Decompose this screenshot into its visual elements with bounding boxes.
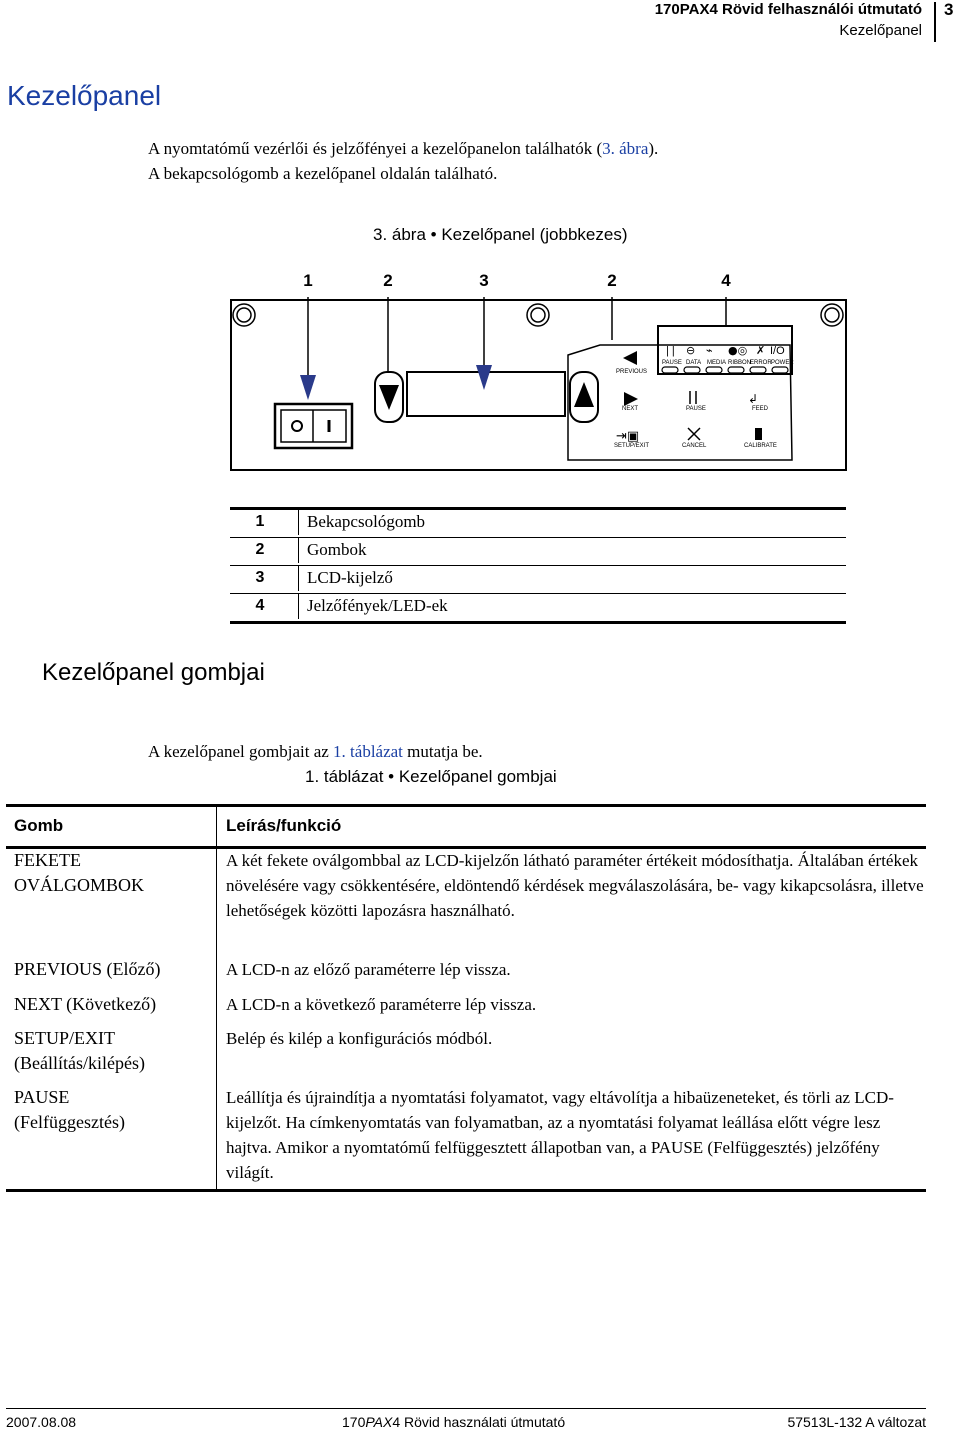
header-subtitle: Kezelőpanel bbox=[839, 22, 922, 39]
callout-3: 3 bbox=[479, 271, 489, 290]
led-label-pause: PAUSE bbox=[662, 360, 682, 366]
feed-icon: ↲ bbox=[748, 392, 759, 406]
power-icon: I/O bbox=[770, 345, 785, 357]
legend-text: Bekapcsológomb bbox=[298, 510, 425, 535]
next-label: NEXT bbox=[622, 406, 639, 412]
table-link[interactable]: 1. táblázat bbox=[333, 742, 403, 761]
legend-text: Jelzőfények/LED-ek bbox=[298, 594, 448, 619]
media-icon: ⌁ bbox=[706, 344, 713, 357]
led-label-power: POWER bbox=[771, 360, 794, 366]
calibrate-icon bbox=[755, 428, 762, 440]
intro-line2: A bekapcsológomb a kezelőpanel oldalán található. bbox=[148, 164, 498, 183]
legend-row bbox=[230, 538, 846, 566]
left-oval-button bbox=[375, 372, 403, 422]
footer-center-italic: PAX bbox=[365, 1414, 393, 1430]
previous-icon bbox=[623, 351, 637, 365]
figure-caption: 3. ábra • Kezelőpanel (jobbkezes) bbox=[373, 225, 628, 244]
legend-number: 4 bbox=[255, 597, 265, 614]
table-caption: 1. táblázat • Kezelőpanel gombjai bbox=[305, 767, 557, 786]
subsection-intro-end: mutatja be. bbox=[402, 742, 483, 761]
row-description: A LCD-n az előző paraméterre lép vissza. bbox=[226, 960, 511, 979]
callout-4: 4 bbox=[721, 271, 731, 290]
table-column-divider bbox=[216, 804, 217, 1192]
led-label-error: ERROR bbox=[750, 360, 772, 366]
subsection-intro-text: A kezelőpanel gombjait az bbox=[148, 742, 334, 761]
row-button-name: NEXT (Következő) bbox=[14, 994, 157, 1014]
table-top-rule bbox=[6, 804, 926, 807]
control-panel-figure bbox=[0, 0, 960, 500]
legend-row bbox=[230, 594, 846, 624]
table-header-button: Gomb bbox=[14, 816, 64, 835]
right-oval-button bbox=[570, 372, 598, 422]
intro-text: A nyomtatómű vezérlői és jelzőfényei a kezelőpanelon találhatók ( bbox=[148, 139, 603, 158]
section-title: Kezelőpanel bbox=[7, 80, 162, 111]
previous-label: PREVIOUS bbox=[616, 369, 648, 375]
legend-number: 1 bbox=[255, 513, 265, 530]
callout-1: 1 bbox=[303, 271, 313, 290]
footer-center bbox=[342, 1414, 565, 1430]
intro-text-end: ). bbox=[648, 139, 659, 158]
led-label-ribbon: RIBBON bbox=[728, 360, 752, 366]
callout-2b: 2 bbox=[607, 271, 617, 290]
page-number: 3 bbox=[944, 0, 954, 19]
feed-label: FEED bbox=[752, 406, 769, 412]
legend-number: 3 bbox=[255, 569, 265, 586]
cancel-icon bbox=[688, 428, 700, 440]
footer-rule bbox=[6, 1408, 926, 1409]
legend-number: 2 bbox=[255, 541, 265, 558]
header-title: 170PAX4 Rövid felhasználói útmutató bbox=[654, 1, 922, 18]
legend-row bbox=[230, 566, 846, 594]
cancel-label: CANCEL bbox=[682, 443, 707, 449]
table-header-description: Leírás/funkció bbox=[226, 816, 342, 835]
legend-text: LCD-kijelző bbox=[298, 566, 393, 591]
row-description: Leállítja és újraindítja a nyomtatási folyamatot, vagy eltávolítja a hibaüzeneteket, és törli az LCD-kijelzőt. Ha címkenyomtatás van folyamatban, az a nyomtatási folyamat leállása előtt végre lesz hajtva. Amikor a nyomtatómű felfüggesztett állapotban van, a PAUSE (Felfüggesztés) jelzőfény világít. bbox=[226, 1088, 894, 1182]
footer-center-b: 4 Rövid használati útmutató bbox=[392, 1414, 566, 1430]
error-icon: ✗ bbox=[756, 344, 766, 357]
led-indicators bbox=[662, 367, 788, 373]
power-off-icon bbox=[292, 421, 302, 431]
figure-link[interactable]: 3. ábra bbox=[602, 139, 649, 158]
row-description: A LCD-n a következő paraméterre lép vissza. bbox=[226, 995, 537, 1014]
figure-legend bbox=[230, 507, 846, 624]
row-button-name: SETUP/EXIT (Beállítás/kilépés) bbox=[14, 1028, 145, 1073]
pause-button-icon bbox=[690, 391, 696, 404]
table-bottom-rule bbox=[6, 1189, 926, 1192]
footer-revision: 57513L-132 A változat bbox=[787, 1414, 926, 1430]
footer-center-a: 170 bbox=[342, 1414, 366, 1430]
led-label-data: DATA bbox=[686, 360, 702, 366]
pause-icon: | | bbox=[666, 345, 675, 357]
legend-text: Gombok bbox=[298, 538, 367, 563]
footer-date: 2007.08.08 bbox=[6, 1414, 77, 1430]
row-button-name: FEKETE OVÁLGOMBOK bbox=[14, 850, 144, 895]
row-button-name: PREVIOUS (Előző) bbox=[14, 959, 161, 979]
calibrate-label: CALIBRATE bbox=[744, 443, 777, 449]
next-icon bbox=[624, 392, 638, 406]
legend-row bbox=[230, 510, 846, 538]
setup-exit-label: SETUP/EXIT bbox=[614, 443, 650, 449]
ribbon-icon: ●◎ bbox=[728, 344, 748, 357]
row-description: A két fekete oválgombbal az LCD-kijelzőn látható paraméter értékeit módosíthatja. Általában értékek növelésére vagy csökkentésére, eldöntendő kérdések megválaszolására, be- vagy kikapcsolásra, illetve lehetőségek közötti lapozásra használható. bbox=[226, 851, 924, 920]
setup-exit-icon: ⇥▣ bbox=[616, 429, 640, 444]
screw-icon bbox=[233, 304, 843, 326]
callout-2a: 2 bbox=[383, 271, 393, 290]
pause-button-label: PAUSE bbox=[686, 406, 706, 412]
subsection-title: Kezelőpanel gombjai bbox=[42, 659, 265, 686]
led-label-media: MEDIA bbox=[707, 360, 727, 366]
subsection-intro bbox=[148, 742, 483, 762]
power-switch bbox=[275, 404, 352, 448]
row-button-name: PAUSE (Felfüggesztés) bbox=[14, 1087, 125, 1132]
data-icon: ⊖ bbox=[686, 344, 696, 357]
row-description: Belép és kilép a konfigurációs módból. bbox=[226, 1029, 493, 1048]
